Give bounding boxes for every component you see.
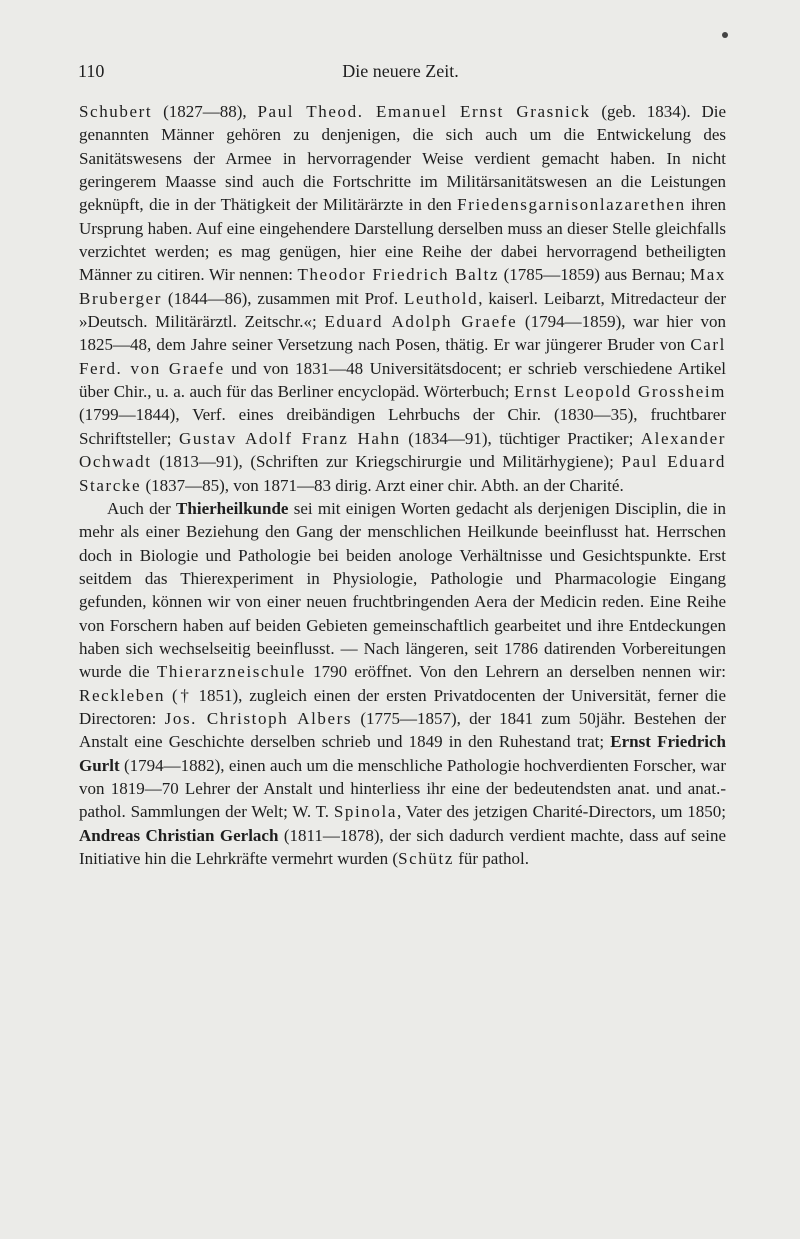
text-run: (1827—88), <box>152 102 258 121</box>
spaced-name: Ernst Leopold Grossheim <box>514 382 727 402</box>
text-run: , kaiserl. Leibarzt, Mitredacteur der »Deutsch. Militärärztl. Zeitschr.«; <box>79 288 727 332</box>
spaced-name: Schubert <box>79 102 153 121</box>
text-run: Auch der <box>107 498 177 518</box>
spaced-name: Schütz <box>398 849 454 868</box>
spaced-name: Reckleben <box>79 685 166 705</box>
body-text <box>79 100 726 870</box>
text-run: und von 1831—48 Universitätsdocent; er schrieb verschiedene Artikel über Chir., u. a. auch für das Berliner encyclopäd. Wörterbuch; <box>79 358 726 402</box>
bold-term: Ernst Friedrich Gurlt <box>79 732 726 775</box>
text-run: (1794—1882), einen auch um die menschliche Pathologie hochverdienten Forscher, war von 1819—70 Lehrer der Anstalt und hinterliess ihr eine der bedeutendsten anat. und anat.- pathol. Sammlungen der Welt; W. T. <box>79 755 726 822</box>
text-run: (1811—1878), der sich dadurch verdient machte, dass auf seine Initiative hin die Lehrkräfte vermehrt wurden ( <box>79 825 727 868</box>
text-run: (geb. 1834). Die genannten Männer gehören zu denjenigen, die sich auch um die Entwickelung des Sanitätswesens der Armee in hervorragender Weise verdient gemacht haben. In nicht geringerem Maasse sind auch die Fortschritte im Militärsanitätswesen an die Leistungen geknüpft, die in der Thätigkeit der Militärärzte in den <box>79 102 726 215</box>
spaced-name: Spinola <box>333 802 397 822</box>
spaced-name: Gustav Adolf Franz Hahn <box>179 428 401 448</box>
running-head: Die neuere Zeit. <box>342 61 459 81</box>
text-run: für pathol. <box>453 849 530 868</box>
text-run: († 1851), zugleich einen der ersten Privatdocenten der Universität, ferner die Directoren: <box>79 685 726 728</box>
spaced-name: Max Bruberger <box>79 265 726 308</box>
page-header <box>78 61 723 89</box>
spaced-name: Friedensgarnisonlazarethen <box>457 195 686 215</box>
spaced-name: Leuthold <box>404 288 479 308</box>
text-run: 1790 eröffnet. Von den Lehrern an derselben nennen wir: <box>305 662 726 682</box>
spaced-name: Jos. Christoph Albers <box>164 708 353 728</box>
bold-term: Thierheilkunde <box>176 498 289 518</box>
text-run: (1813—91), (Schriften zur Kriegschirurgie und Militärhygiene); <box>151 452 622 472</box>
text-run: (1799—1844), Verf. eines dreibändigen Lehrbuchs der Chir. (1830—35), fruchtbarer Schriftsteller; <box>79 405 726 448</box>
spaced-name: Eduard Adolph Graefe <box>324 312 518 332</box>
spaced-name: Thierarzneischule <box>156 662 306 682</box>
spaced-name: Paul Theod. Emanuel Ernst Grasnick <box>257 102 591 121</box>
text-run: sei mit einigen Worten gedacht als derjenigen Disciplin, die in mehr als einer Beziehung den Gang der menschlichen Heilkunde beeinflusst hat. Herrschen doch in Biologie und Pathologie bei beiden anologe Verhältnisse und Gesichtspunkte. Erst seitdem das Thierexperiment in Physiologie, Pathologie und Pharmacologie Eingang gefunden, können wir von einer neuen fruchtbringenden Aera der Medicin reden. Eine Reihe von Forschern haben auf beiden Gebieten gemeinschaftlich gearbeitet und ihre Entdeckungen haben sich wechselseitig beeinflusst. — Nach längeren, seit 1786 datirenden Vorbereitungen wurde die <box>79 498 726 682</box>
text-run: (1844—86), zusammen mit Prof. <box>162 288 405 308</box>
text-run: (1775—1857), der 1841 zum 50jähr. Bestehen der Anstalt eine Geschichte derselben schrieb und 1849 in den Ruhestand trat; <box>79 708 727 752</box>
text-run: (1837—85), von 1871—83 dirig. Arzt einer chir. Abth. an der Charité. <box>141 475 624 495</box>
ink-spot <box>722 32 728 38</box>
text-run: (1794—1859), war hier von 1825—48, dem Jahre seiner Versetzung nach Posen, thätig. Er war jüngerer Bruder von <box>79 312 726 355</box>
text-run: , Vater des jetzigen Charité-Directors, um 1850; <box>396 802 726 822</box>
spaced-name: Carl Ferd. von Graefe <box>79 335 726 378</box>
spaced-name: Alexander Ochwadt <box>79 428 726 472</box>
paragraph-p2 <box>79 497 726 871</box>
spaced-name: Paul Eduard Starcke <box>79 452 727 495</box>
bold-term: Andreas Christian Gerlach <box>79 825 279 845</box>
page-number: 110 <box>78 61 105 81</box>
text-run: ihren Ursprung haben. Auf eine eingehendere Darstellung derselben muss an dieser Stelle gleichfalls verzichtet werden; es mag genügen, hier eine Reihe der dabei hervorragend betheiligten Männer zu citiren. Wir nennen: <box>79 195 726 285</box>
text-run: (1785—1859) aus Bernau; <box>499 265 691 285</box>
paragraph-p1 <box>79 100 726 497</box>
text-run: (1834—91), tüchtiger Practiker; <box>400 428 641 448</box>
spaced-name: Theodor Friedrich Baltz <box>297 265 500 285</box>
